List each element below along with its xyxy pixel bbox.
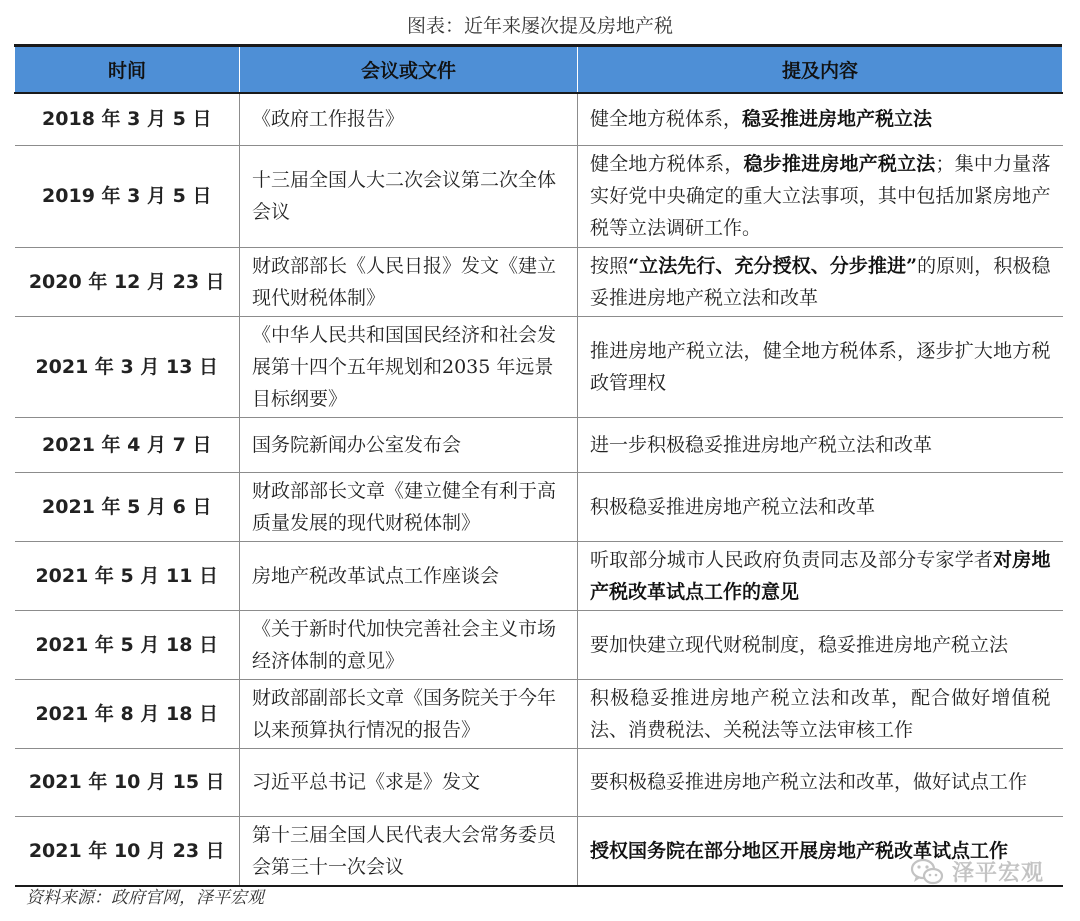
cell-date: 2019 年 3 月 5 日 [15,145,240,247]
content-text: 的原则，积极稳妥推进房地产税立法和改革 [590,254,1051,309]
table-row [15,679,1063,748]
cell-content [578,417,1063,472]
cell-meeting: 十三届全国人大二次会议第二次全体会议 [240,145,578,247]
content-text: 要加快建立现代财税制度，稳妥推进房地产税立法 [590,633,1009,656]
content-text: 按照 [590,254,629,277]
cell-date: 2021 年 3 月 13 日 [15,316,240,417]
cell-content [578,247,1063,316]
watermark-text: 泽平宏观 [951,861,1044,886]
cell-date: 2021 年 8 月 18 日 [15,679,240,748]
cell-meeting: 财政部部长《人民日报》发文《建立现代财税体制》 [240,247,578,316]
cell-date: 2021 年 5 月 11 日 [15,541,240,610]
content-text: 进一步积极稳妥推进房地产税立法和改革 [590,433,933,456]
content-highlight: 稳步推进房地产税立法 [743,153,936,175]
cell-date: 2020 年 12 月 23 日 [15,247,240,316]
header-time: 时间 [15,47,240,93]
cell-date: 2021 年 5 月 6 日 [15,472,240,541]
cell-content [578,93,1063,145]
cell-meeting: 第十三届全国人民代表大会常务委员会第三十一次会议 [240,816,578,886]
cell-meeting: 《政府工作报告》 [240,93,578,145]
cell-meeting: 《关于新时代加快完善社会主义市场经济体制的意见》 [240,610,578,679]
header-meeting: 会议或文件 [240,47,578,93]
content-text: 健全地方税体系， [590,153,744,175]
cell-content [578,679,1063,748]
cell-date: 2018 年 3 月 5 日 [15,93,240,145]
table-row [15,93,1063,145]
content-text: 要积极稳妥推进房地产税立法和改革，做好试点工作 [590,771,1028,793]
source-note: 资料来源：政府官网，泽平宏观 [26,888,264,908]
cell-meeting: 房地产税改革试点工作座谈会 [240,541,578,610]
content-highlight: 稳妥推进房地产税立法 [742,108,933,131]
header-row [15,47,1063,93]
content-text: 推进房地产税立法，健全地方税体系，逐步扩大地方税政管理权 [590,339,1051,394]
table-row [15,247,1063,316]
content-text: 听取部分城市人民政府负责同志及部分专家学者 [590,548,994,571]
watermark [910,856,1044,887]
table-row [15,748,1063,816]
table-row [15,472,1063,541]
cell-meeting: 《中华人民共和国国民经济和社会发展第十四个五年规划和2035 年远景目标纲要》 [240,316,578,417]
cell-date: 2021 年 4 月 7 日 [15,417,240,472]
table-row [15,816,1063,886]
cell-date: 2021 年 10 月 15 日 [15,748,240,816]
content-text: 健全地方税体系， [590,108,743,131]
cell-content [578,748,1063,816]
table-row [15,316,1063,417]
table-caption: 图表：近年来屡次提及房地产税 [406,15,673,37]
cell-meeting: 财政部部长文章《建立健全有利于高质量发展的现代财税体制》 [240,472,578,541]
content-highlight: 对房地产税改革试点工作的意见 [590,548,1051,603]
content-highlight: “立法先行、充分授权、分步推进” [628,254,918,277]
policy-table [14,47,1063,887]
cell-date: 2021 年 5 月 18 日 [15,610,240,679]
cell-content [578,316,1063,417]
cell-content [578,610,1063,679]
wechat-icon [910,857,944,887]
cell-content [578,472,1063,541]
content-text: 积极稳妥推进房地产税立法和改革 [590,495,876,518]
content-highlight: 授权国务院在部分地区开展房地产税改革试点工作 [590,839,1009,862]
cell-meeting: 财政部副部长文章《国务院关于今年以来预算执行情况的报告》 [240,679,578,748]
cell-meeting: 国务院新闻办公室发布会 [240,417,578,472]
cell-content [578,541,1063,610]
cell-content [578,145,1063,247]
content-text: ；集中力量落实好党中央确定的重大立法事项，其中包括加紧房地产税等立法调研工作。 [590,153,1051,239]
content-text: 积极稳妥推进房地产税立法和改革，配合做好增值税法、消费税法、关税法等立法审核工作 [590,686,1051,741]
header-content: 提及内容 [578,47,1063,93]
cell-meeting: 习近平总书记《求是》发文 [240,748,578,816]
table-row [15,610,1063,679]
table-body [15,93,1063,886]
table-row [15,417,1063,472]
table-row [15,145,1063,247]
cell-date: 2021 年 10 月 23 日 [15,816,240,886]
table-row [15,541,1063,610]
